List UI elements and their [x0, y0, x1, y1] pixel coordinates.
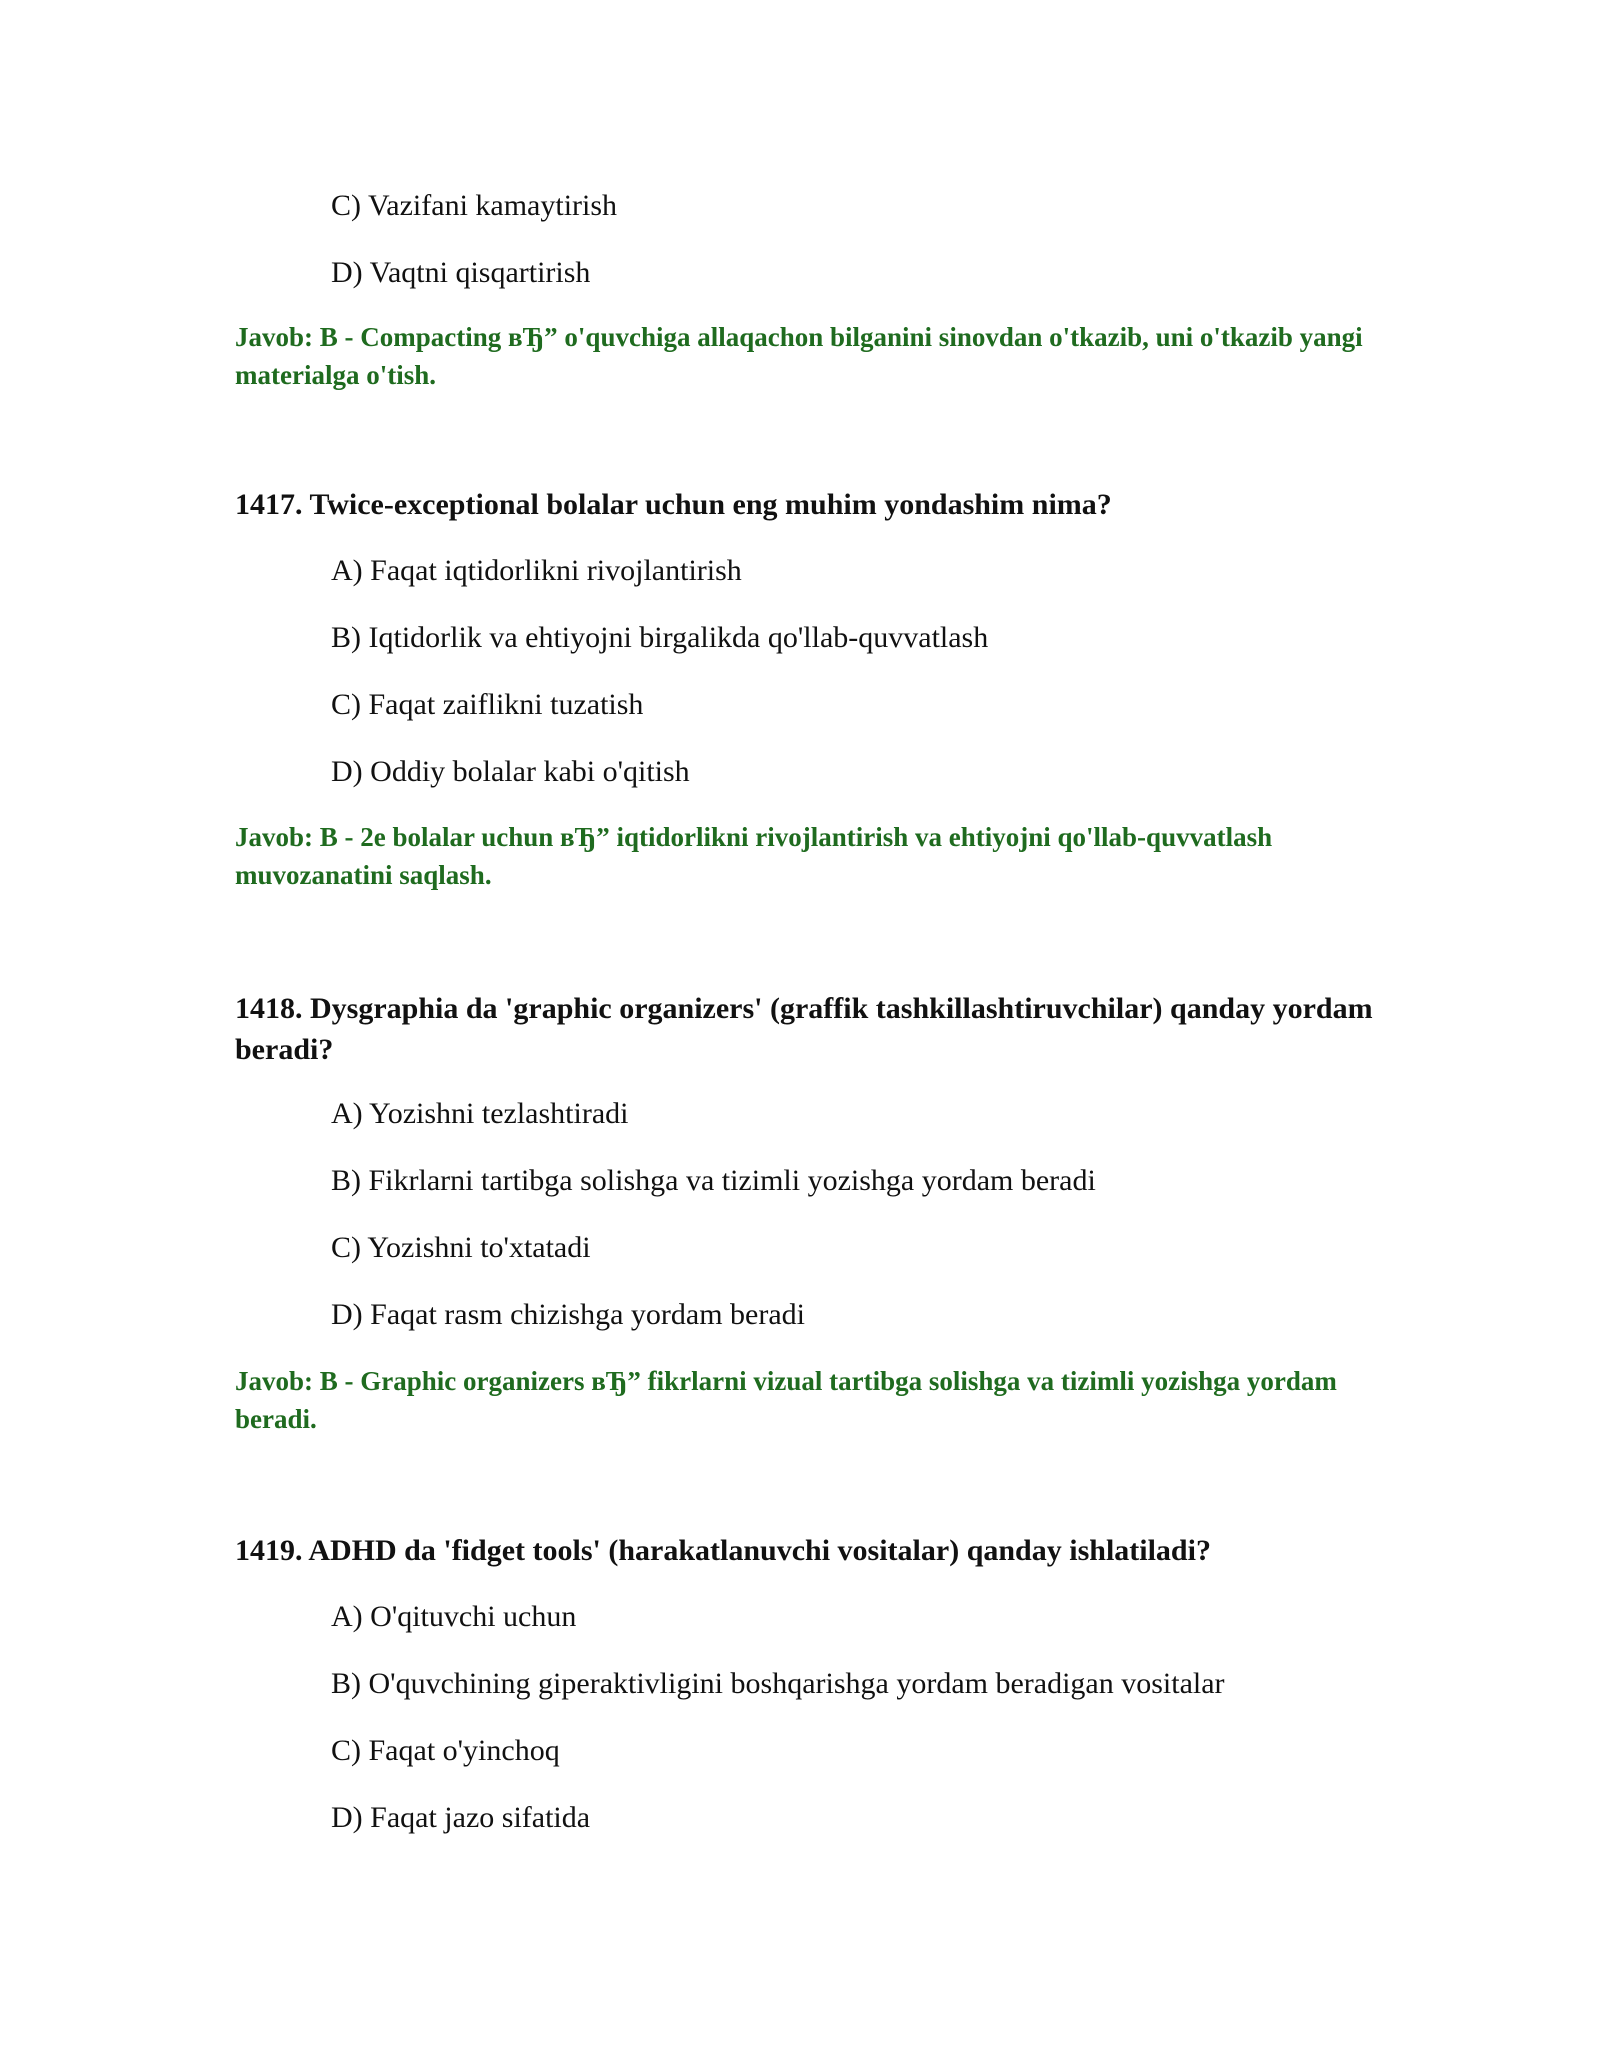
option-c: C) Faqat zaiflikni tuzatish — [331, 688, 644, 721]
option-c: C) Yozishni to'xtatadi — [331, 1231, 591, 1264]
question-1418: 1418. Dysgraphia da 'graphic organizers' (graffik tashkillashtiruvchilar) qanday yordam beradi? — [235, 992, 1373, 1066]
option-a: A) O'qituvchi uchun — [331, 1600, 577, 1633]
option-d: D) Oddiy bolalar kabi o'qitish — [331, 755, 690, 788]
option-b: B) Iqtidorlik va ehtiyojni birgalikda qo'llab-quvvatlash — [331, 621, 989, 654]
answer-text: Javob: B - 2e bolalar uchun вЂ” iqtidorlikni rivojlantirish va ehtiyojni qo'llab-quvvatlash muvozanatini saqlash. — [235, 822, 1273, 890]
option-a: A) Yozishni tezlashtiradi — [331, 1097, 629, 1130]
option-c: C) Faqat o'yinchoq — [331, 1734, 560, 1767]
option-d: D) Faqat rasm chizishga yordam beradi — [331, 1298, 806, 1331]
question-1417: 1417. Twice-exceptional bolalar uchun eng muhim yondashim nima? — [235, 488, 1112, 521]
answer-text: Javob: B - Graphic organizers вЂ” fikrlarni vizual tartibga solishga va tizimli yozishga yordam beradi. — [235, 1366, 1337, 1434]
answer-text: Javob: B - Compacting вЂ” o'quvchiga allaqachon bilganini sinovdan o'tkazib, uni o'tkazib yangi materialga o'tish. — [235, 322, 1363, 390]
option-b: B) Fikrlarni tartibga solishga va tizimli yozishga yordam beradi — [331, 1164, 1096, 1197]
option-d: D) Vaqtni qisqartirish — [331, 256, 591, 289]
question-1419: 1419. ADHD da 'fidget tools' (harakatlanuvchi vositalar) qanday ishlatiladi? — [235, 1534, 1211, 1567]
option-d: D) Faqat jazo sifatida — [331, 1801, 591, 1834]
option-c: C) Vazifani kamaytirish — [331, 189, 618, 222]
option-b: B) O'quvchining giperaktivligini boshqarishga yordam beradigan vositalar — [331, 1667, 1225, 1700]
option-a: A) Faqat iqtidorlikni rivojlantirish — [331, 554, 742, 587]
